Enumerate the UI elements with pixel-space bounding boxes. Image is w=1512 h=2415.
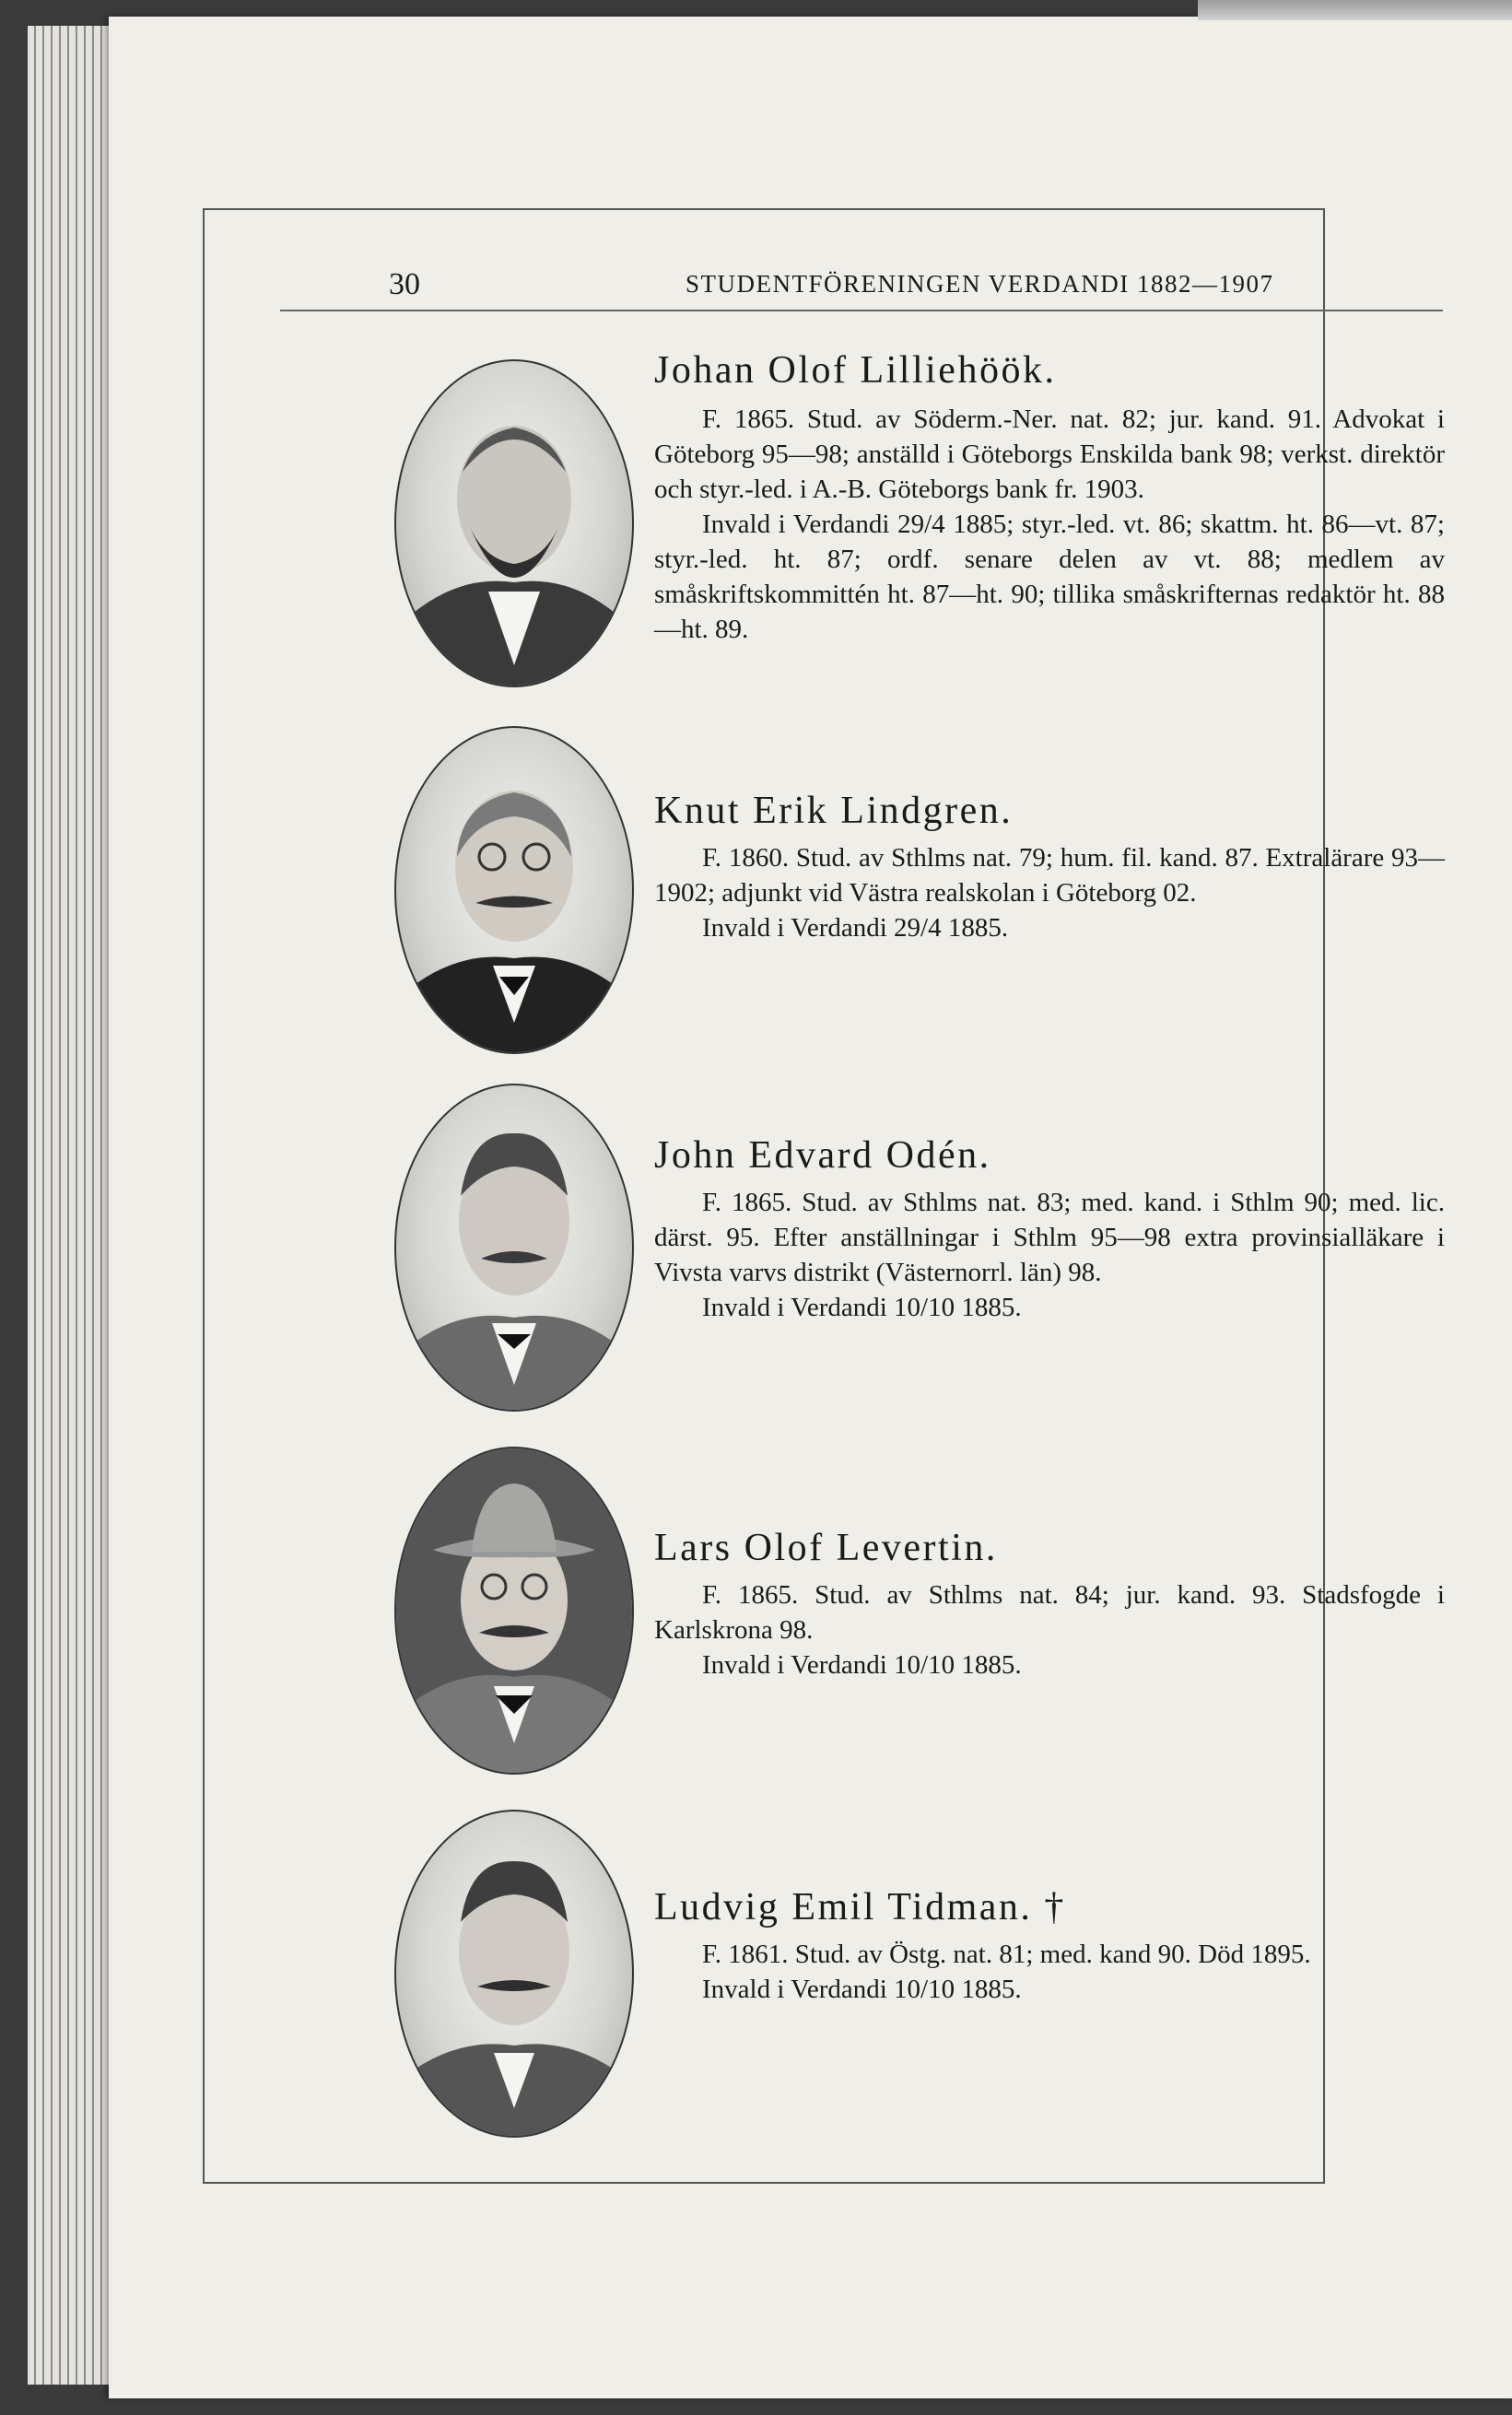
bio-text: F. 1865. Stud. av Söderm.-Ner. nat. 82; jur. kand. 91. Advokat i Göteborg 95—98; anställd i Göteborgs Enskilda bank 98; verkst. direktör och styr.-led. i A.-B. Göteborgs bank fr. 1903. xyxy=(654,404,1445,504)
entry-name: Johan Olof Lilliehöök. xyxy=(654,349,1057,392)
scan-top-strip xyxy=(1198,0,1512,20)
portrait-lindgren xyxy=(394,726,634,1054)
bio-text: F. 1860. Stud. av Sthlms nat. 79; hum. fil. kand. 87. Extralärare 93—1902; adjunkt vid Västra realskolan i Göteborg 02. xyxy=(654,843,1445,908)
portrait-lilliehook xyxy=(394,359,634,687)
invald-text: Invald i Verdandi 29/4 1885. xyxy=(702,913,1009,943)
entry-bio xyxy=(654,1577,1445,1682)
bio-text: F. 1865. Stud. av Sthlms nat. 83; med. kand. i Sthlm 90; med. lic. därst. 95. Efter anställningar i Sthlm 95—98 extra provinsialläkare i Vivsta varvs distrikt (Västernorrl. län) 98. xyxy=(654,1188,1445,1287)
portrait-tidman xyxy=(394,1810,634,2138)
entry-bio xyxy=(654,1937,1445,2007)
entry-name: John Edvard Odén. xyxy=(654,1134,991,1177)
invald-text: Invald i Verdandi 10/10 1885. xyxy=(702,1650,1022,1680)
entry-name: Knut Erik Lindgren. xyxy=(654,790,1014,832)
invald-text: Invald i Verdandi 10/10 1885. xyxy=(702,1293,1022,1322)
bio-text: F. 1861. Stud. av Östg. nat. 81; med. kand 90. Död 1895. xyxy=(702,1940,1311,1969)
entry-name: Ludvig Emil Tidman. † xyxy=(654,1886,1066,1928)
entry-bio xyxy=(654,840,1445,945)
page-number: 30 xyxy=(389,267,420,301)
invald-text: Invald i Verdandi 10/10 1885. xyxy=(702,1975,1022,2004)
entry-bio xyxy=(654,402,1445,647)
invald-text: Invald i Verdandi 29/4 1885; styr.-led. vt. 86; skattm. ht. 86—vt. 87; styr.-led. ht. 87; ordf. senare delen av vt. 88; medlem av småskriftskommittén ht. 87—ht. 90; tillika småskrifternas redaktör ht. 88—ht. 89. xyxy=(654,510,1445,644)
entry-name: Lars Olof Levertin. xyxy=(654,1527,998,1569)
running-title: STUDENTFÖRENINGEN VERDANDI 1882—1907 xyxy=(686,270,1274,298)
portrait-levertin xyxy=(394,1447,634,1775)
portrait-oden xyxy=(394,1084,634,1412)
entry-bio xyxy=(654,1185,1445,1325)
running-head xyxy=(280,260,1443,311)
bio-text: F. 1865. Stud. av Sthlms nat. 84; jur. kand. 93. Stadsfogde i Karlskrona 98. xyxy=(654,1580,1445,1645)
